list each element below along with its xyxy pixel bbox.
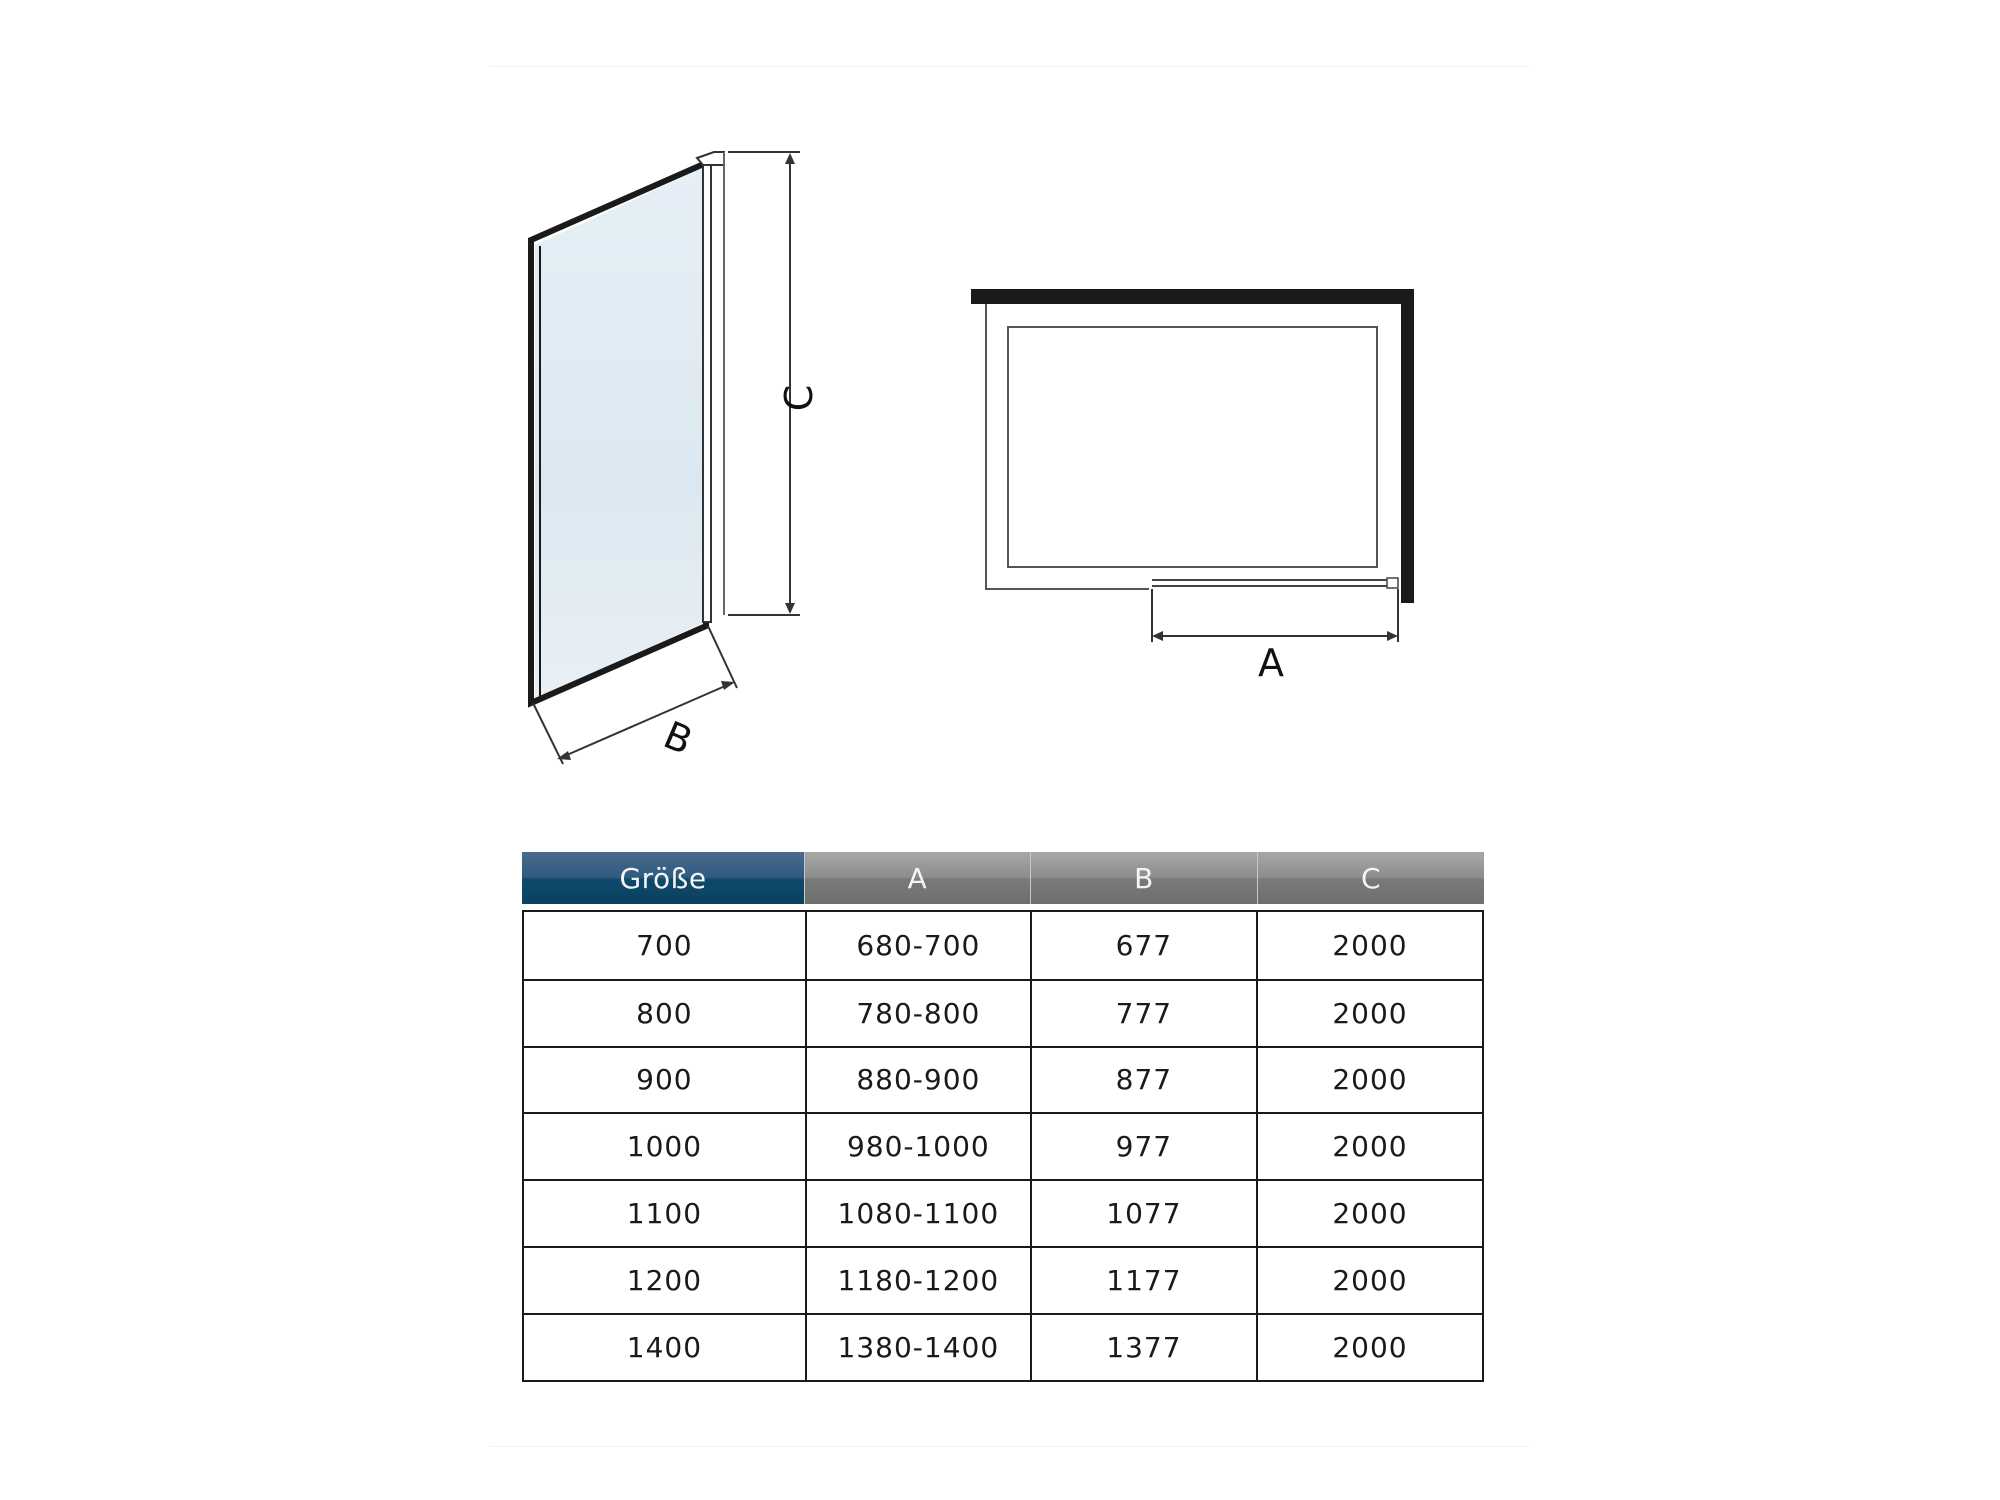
dimension-b-line bbox=[560, 683, 732, 758]
wall-profile-cap bbox=[697, 152, 724, 165]
dimension-b-label: B bbox=[657, 712, 699, 764]
cell-size: 1400 bbox=[626, 1330, 703, 1364]
dimension-a-arrow-left bbox=[1152, 631, 1163, 641]
header-b: B bbox=[1030, 852, 1257, 904]
top-view-side-wall bbox=[1401, 289, 1414, 603]
cell-c: 2000 bbox=[1256, 1248, 1482, 1313]
cell-size: 900 bbox=[636, 1063, 693, 1097]
cell-a: 980-1000 bbox=[805, 1114, 1030, 1179]
table-row bbox=[524, 1112, 1482, 1179]
table-header-row bbox=[522, 852, 1484, 904]
cell-c: 2000 bbox=[1256, 1315, 1482, 1380]
cell-b: 777 bbox=[1030, 981, 1256, 1046]
dimension-c-arrow-top bbox=[785, 153, 795, 164]
size-table bbox=[522, 852, 1484, 1382]
cell-a: 1180-1200 bbox=[805, 1248, 1030, 1313]
table-row bbox=[524, 912, 1482, 979]
cell-c: 2000 bbox=[1256, 981, 1482, 1046]
cell-c: 2000 bbox=[1256, 1048, 1482, 1113]
cell-b: 677 bbox=[1030, 912, 1256, 979]
cell-a: 880-900 bbox=[805, 1048, 1030, 1113]
cell-b: 1377 bbox=[1030, 1315, 1256, 1380]
top-view-tray-inner bbox=[1008, 327, 1377, 567]
dimension-a-arrow-right bbox=[1387, 631, 1398, 641]
top-view bbox=[971, 289, 1414, 603]
cell-c: 2000 bbox=[1256, 912, 1482, 979]
cell-c: 2000 bbox=[1256, 1181, 1482, 1246]
cell-a: 680-700 bbox=[805, 912, 1030, 979]
cell-b: 1177 bbox=[1030, 1248, 1256, 1313]
dimension-b-ext-left bbox=[533, 703, 563, 764]
dimension-b-ext-right bbox=[708, 626, 737, 688]
cell-b: 1077 bbox=[1030, 1181, 1256, 1246]
dimension-a bbox=[1152, 589, 1398, 685]
header-c: C bbox=[1257, 852, 1484, 904]
cell-size: 1000 bbox=[626, 1130, 703, 1164]
header-a: A bbox=[804, 852, 1030, 904]
cell-c: 2000 bbox=[1256, 1114, 1482, 1179]
cell-size: 800 bbox=[636, 996, 693, 1030]
table-row bbox=[524, 1313, 1482, 1380]
dimension-b-arrow-right bbox=[721, 681, 735, 690]
cell-size: 1200 bbox=[626, 1263, 703, 1297]
dimension-c-label: C bbox=[777, 384, 821, 412]
top-view-glass-bracket bbox=[1387, 578, 1398, 588]
header-size: Größe bbox=[522, 852, 804, 904]
cell-a: 1080-1100 bbox=[805, 1181, 1030, 1246]
dimension-c bbox=[728, 152, 821, 615]
glass-pane bbox=[535, 168, 703, 700]
top-view-back-wall bbox=[971, 289, 1414, 304]
top-view-tray-outer bbox=[986, 304, 1149, 589]
cell-size: 700 bbox=[636, 928, 693, 962]
cell-size: 1100 bbox=[626, 1197, 703, 1231]
table-body bbox=[522, 910, 1484, 1382]
table-row bbox=[524, 1179, 1482, 1246]
table-row bbox=[524, 1046, 1482, 1113]
table-row bbox=[524, 979, 1482, 1046]
cell-b: 977 bbox=[1030, 1114, 1256, 1179]
glass-panel-perspective bbox=[531, 152, 724, 703]
dimension-c-arrow-bottom bbox=[785, 603, 795, 614]
cell-b: 877 bbox=[1030, 1048, 1256, 1113]
wall-profile bbox=[703, 160, 711, 622]
cell-a: 1380-1400 bbox=[805, 1315, 1030, 1380]
bottom-divider bbox=[490, 1446, 1530, 1447]
cell-a: 780-800 bbox=[805, 981, 1030, 1046]
table-row bbox=[524, 1246, 1482, 1313]
dimension-a-label: A bbox=[1258, 641, 1284, 685]
